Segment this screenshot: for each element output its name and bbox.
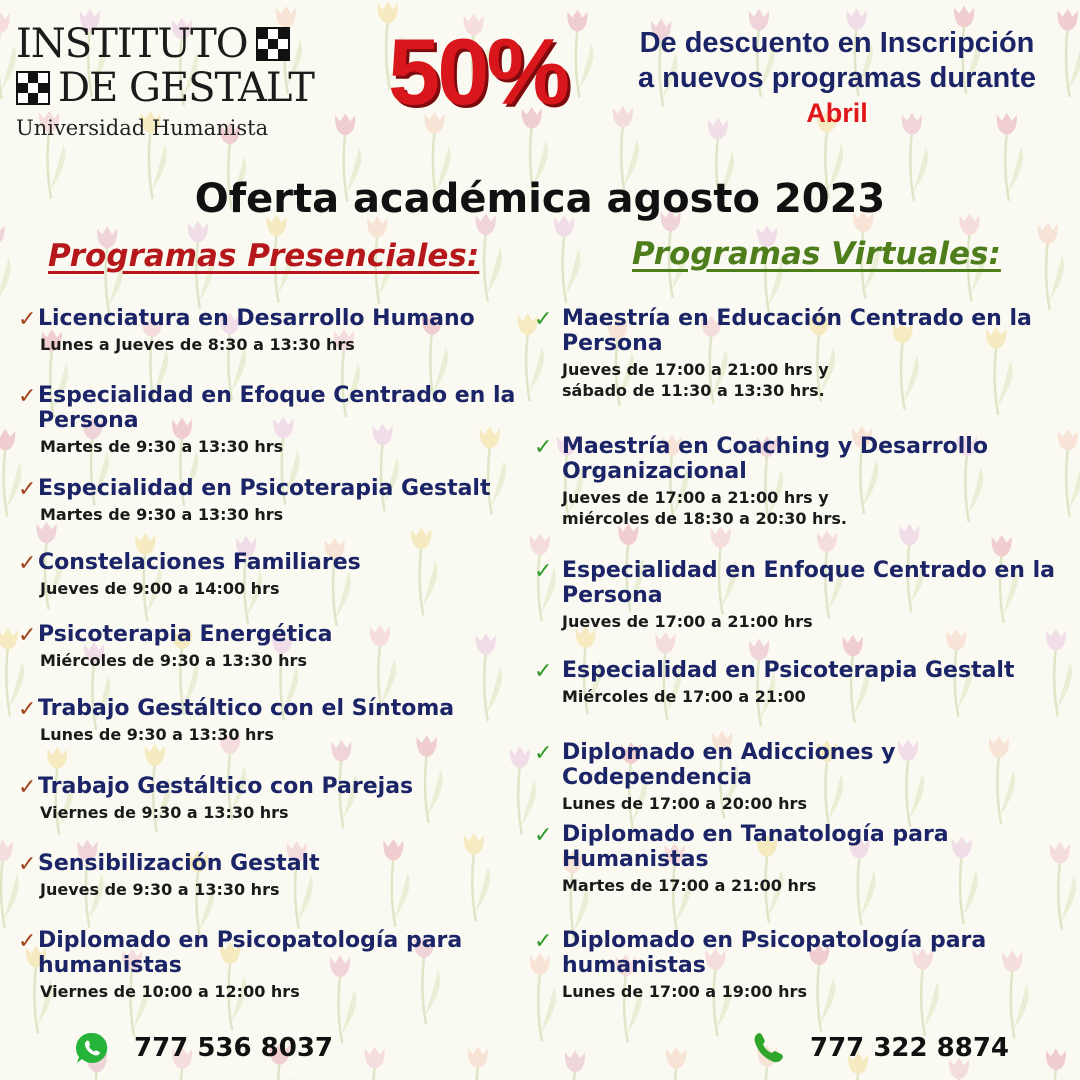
program-schedule: Jueves de 17:00 a 21:00 hrs y	[562, 488, 829, 507]
virtuales-program-4	[534, 740, 1080, 814]
presenciales-program-2	[18, 476, 543, 525]
program-schedule: Martes de 9:30 a 13:30 hrs	[40, 505, 284, 524]
page-title: Oferta académica agosto 2023	[194, 176, 886, 222]
check-icon: ✓	[18, 551, 37, 576]
check-icon: ✓	[18, 852, 37, 877]
checker-mark-icon	[256, 27, 290, 61]
check-icon: ✓	[534, 659, 553, 684]
phone-icon	[750, 1030, 786, 1066]
check-icon: ✓	[18, 477, 37, 502]
program-schedule: Miércoles de 17:00 a 21:00	[562, 687, 806, 706]
presenciales-program-8	[18, 928, 543, 1002]
checker-mark-icon-2	[16, 71, 50, 105]
program-name: Diplomado en Psicopatología para humanistas	[38, 928, 463, 978]
check-icon: ✓	[18, 929, 37, 954]
check-icon: ✓	[534, 823, 553, 848]
check-icon: ✓	[534, 307, 553, 332]
check-icon: ✓	[18, 623, 37, 648]
whatsapp-icon	[74, 1030, 110, 1066]
promo-line-1: De descuento en Inscripción	[639, 27, 1035, 59]
heading-presenciales: Programas Presenciales:	[48, 238, 480, 274]
heading-virtuales: Programas Virtuales:	[632, 236, 1001, 272]
program-schedule: Jueves de 17:00 a 21:00 hrs	[562, 612, 813, 631]
program-name: Sensibilización Gestalt	[38, 851, 320, 876]
program-name: Diplomado en Psicopatología para humanistas	[562, 928, 987, 978]
check-icon: ✓	[18, 775, 37, 800]
program-name: Especialidad en Psicoterapia Gestalt	[38, 476, 491, 501]
presenciales-program-1	[18, 383, 543, 457]
program-name: Constelaciones Familiares	[38, 550, 361, 575]
program-name: Diplomado en Adicciones y Codependencia	[562, 740, 896, 790]
virtuales-program-5	[534, 822, 1080, 896]
presenciales-program-7	[18, 851, 543, 900]
check-icon: ✓	[534, 741, 553, 766]
program-name: Maestría en Educación Centrado en la Persona	[562, 306, 1032, 356]
logo-line-1: INSTITUTO	[16, 22, 316, 66]
program-schedule: Martes de 9:30 a 13:30 hrs	[40, 437, 284, 456]
check-icon: ✓	[534, 559, 553, 584]
program-schedule: Martes de 17:00 a 21:00 hrs	[562, 876, 817, 895]
virtuales-program-2	[534, 558, 1080, 632]
logo-line-2: DE GESTALT	[16, 66, 316, 110]
check-icon: ✓	[18, 307, 37, 332]
program-schedule: Lunes a Jueves de 8:30 a 13:30 hrs	[40, 335, 355, 354]
program-name: Maestría en Coaching y Desarrollo Organizacional	[562, 434, 988, 484]
program-schedule: Jueves de 9:30 a 13:30 hrs	[40, 880, 280, 899]
program-schedule: Lunes de 9:30 a 13:30 hrs	[40, 725, 274, 744]
program-name: Especialidad en Efoque Centrado en la Persona	[38, 383, 516, 433]
discount-percent: 50%	[388, 19, 568, 124]
promo-month: Abril	[806, 98, 868, 128]
contact-whatsapp[interactable]	[74, 1030, 333, 1066]
program-schedule: Jueves de 17:00 a 21:00 hrs y	[562, 360, 829, 379]
presenciales-program-5	[18, 696, 543, 745]
program-name: Especialidad en Psicoterapia Gestalt	[562, 658, 1015, 683]
whatsapp-number[interactable]: 777 536 8037	[134, 1033, 334, 1063]
program-schedule: Viernes de 10:00 a 12:00 hrs	[40, 982, 300, 1001]
virtuales-program-1	[534, 434, 1080, 529]
promo-text	[612, 26, 1062, 131]
program-name: Trabajo Gestáltico con Parejas	[38, 774, 414, 799]
promo-line-2: a nuevos programas durante	[637, 62, 1037, 94]
institute-logo	[16, 22, 316, 140]
check-icon: ✓	[18, 384, 37, 409]
program-name: Trabajo Gestáltico con el Síntoma	[38, 696, 455, 721]
virtuales-program-0	[534, 306, 1080, 401]
presenciales-program-3	[18, 550, 543, 599]
program-schedule: Lunes de 17:00 a 19:00 hrs	[562, 982, 807, 1001]
program-schedule: Viernes de 9:30 a 13:30 hrs	[40, 803, 289, 822]
logo-tagline: Universidad Humanista	[16, 116, 269, 140]
phone-number[interactable]: 777 322 8874	[810, 1033, 1010, 1063]
virtuales-program-3	[534, 658, 1080, 707]
check-icon: ✓	[18, 697, 37, 722]
virtuales-program-6	[534, 928, 1080, 1002]
presenciales-program-6	[18, 774, 543, 823]
check-icon: ✓	[534, 435, 553, 460]
program-schedule: Miércoles de 9:30 a 13:30 hrs	[40, 651, 307, 670]
program-name: Diplomado en Tanatología para Humanistas	[562, 822, 949, 872]
program-name: Licenciatura en Desarrollo Humano	[38, 306, 475, 331]
contact-phone[interactable]	[750, 1030, 1009, 1066]
presenciales-program-0	[18, 306, 543, 355]
presenciales-program-4	[18, 622, 543, 671]
check-icon: ✓	[534, 929, 553, 954]
program-schedule: sábado de 11:30 a 13:30 hrs.	[562, 381, 825, 400]
program-name: Especialidad en Enfoque Centrado en la Persona	[562, 558, 1056, 608]
program-schedule: Jueves de 9:00 a 14:00 hrs	[40, 579, 280, 598]
program-schedule: miércoles de 18:30 a 20:30 hrs.	[562, 509, 847, 528]
program-schedule: Lunes de 17:00 a 20:00 hrs	[562, 794, 807, 813]
program-name: Psicoterapia Energética	[38, 622, 333, 647]
